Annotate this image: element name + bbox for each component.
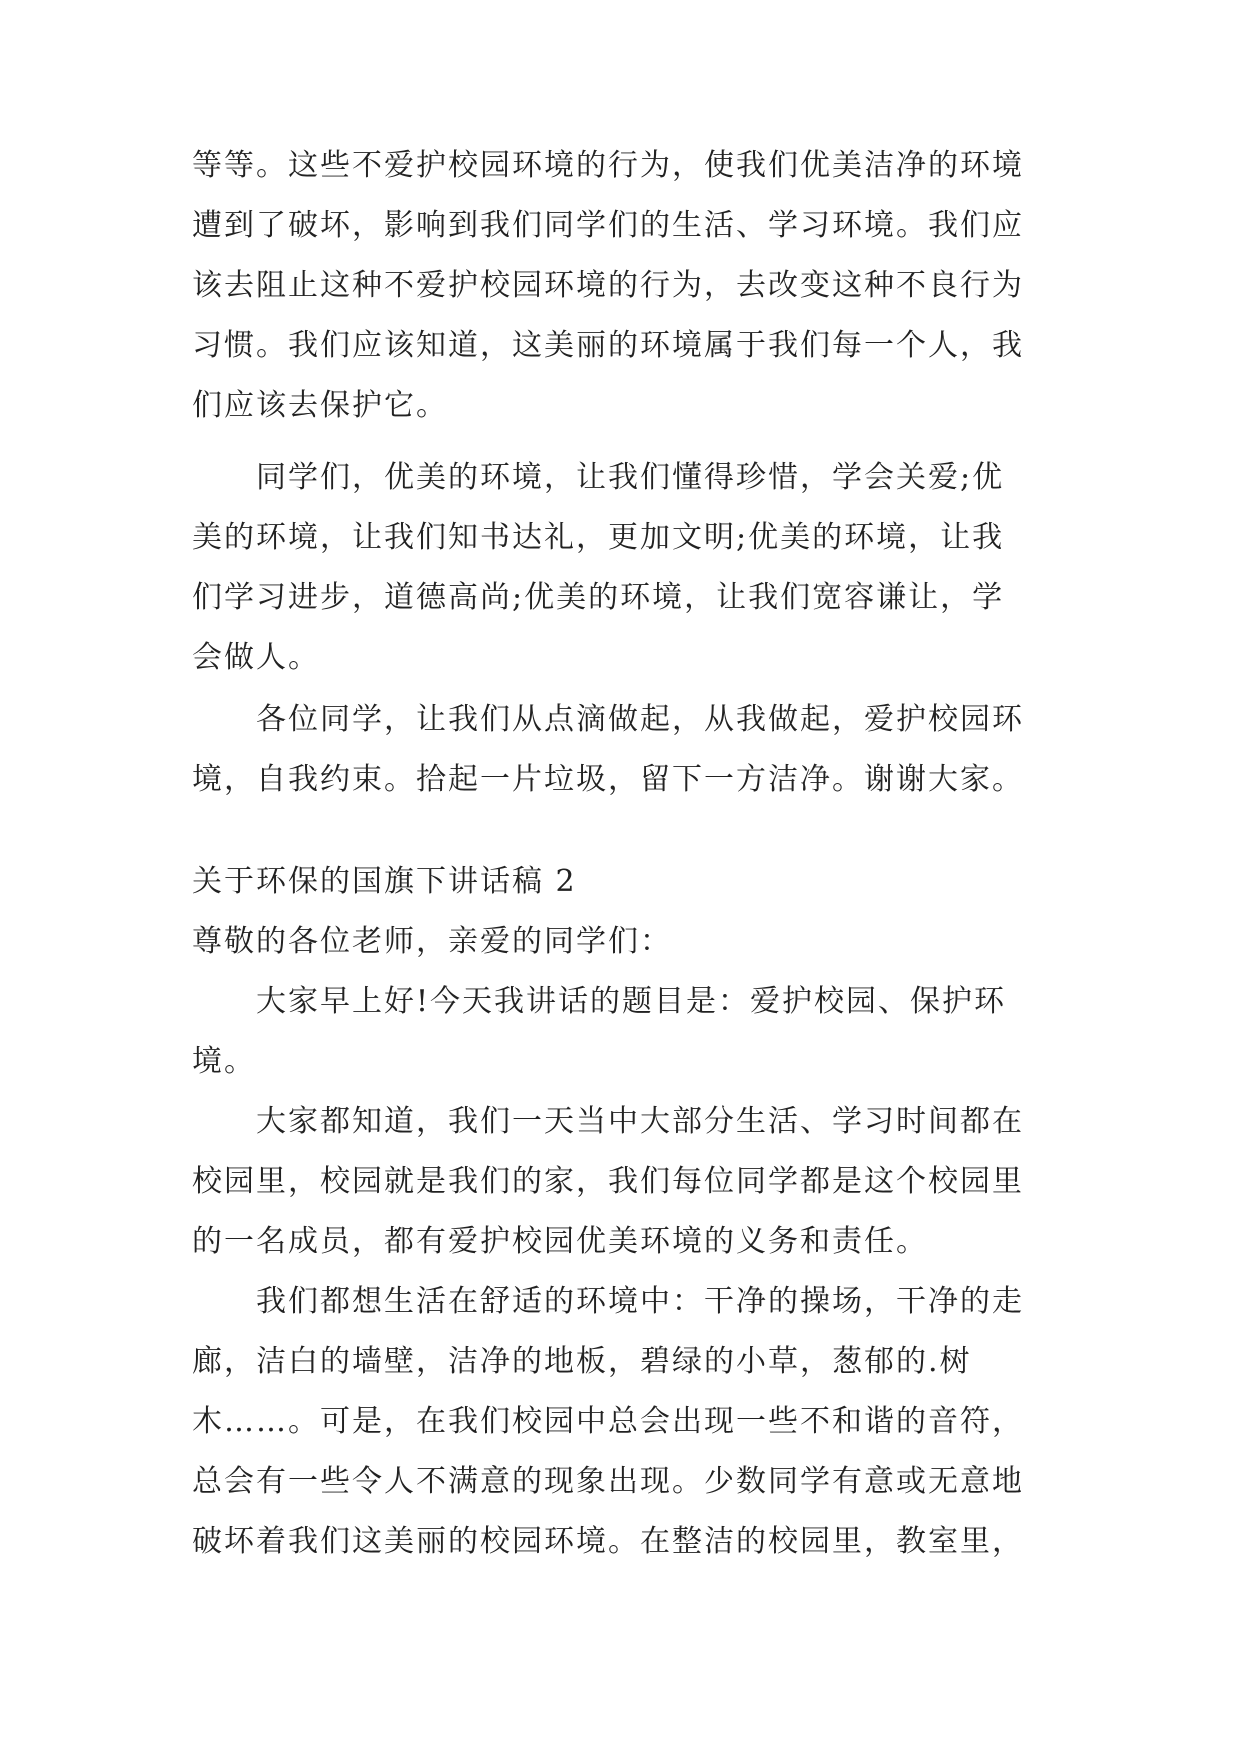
paragraph-6	[192, 1272, 1052, 1572]
text-line: 的一名成员，都有爱护校园优美环境的义务和责任。	[192, 1224, 928, 1259]
text-line: 校园里，校园就是我们的家，我们每位同学都是这个校园里	[192, 1164, 1024, 1199]
text-line: 境。	[192, 1044, 256, 1079]
text-line: 习惯。我们应该知道，这美丽的环境属于我们每一个人，我	[192, 328, 1024, 363]
text-line: 境，自我约束。拾起一片垃圾，留下一方洁净。谢谢大家。	[192, 762, 1024, 797]
paragraph-2	[192, 448, 1052, 688]
text-line: 我们都想生活在舒适的环境中：干净的操场，干净的走	[256, 1284, 1024, 1319]
text-line: 该去阻止这种不爱护校园环境的行为，去改变这种不良行为	[192, 268, 1024, 303]
text-line: 们学习进步，道德高尚;优美的环境，让我们宽容谦让，学	[192, 580, 1005, 615]
text-line: 会做人。	[192, 640, 320, 675]
text-line: 总会有一些令人不满意的现象出现。少数同学有意或无意地	[192, 1464, 1024, 1499]
text-line: 等等。这些不爱护校园环境的行为，使我们优美洁净的环境	[192, 148, 1024, 183]
section-title: 关于环保的国旗下讲话稿 2	[192, 864, 577, 899]
text-line: 们应该去保护它。	[192, 388, 448, 423]
paragraph-5	[192, 1092, 1052, 1272]
text-line: 美的环境，让我们知书达礼，更加文明;优美的环境，让我	[192, 520, 1005, 555]
text-line: 同学们，优美的环境，让我们懂得珍惜，学会关爱;优	[256, 460, 1005, 495]
paragraph-4	[192, 972, 1052, 1092]
text-line: 破坏着我们这美丽的校园环境。在整洁的校园里，教室里，	[192, 1524, 1024, 1559]
text-line: 大家都知道，我们一天当中大部分生活、学习时间都在	[256, 1104, 1024, 1139]
paragraph-3	[192, 690, 1052, 810]
text-line: 廊，洁白的墙壁，洁净的地板，碧绿的小草，葱郁的.树	[192, 1344, 972, 1379]
text-line: 各位同学，让我们从点滴做起，从我做起，爱护校园环	[256, 702, 1024, 737]
text-line: 大家早上好!今天我讲话的题目是：爱护校园、保护环	[256, 984, 1007, 1019]
text-line: 遭到了破坏，影响到我们同学们的生活、学习环境。我们应	[192, 208, 1024, 243]
paragraph-1	[192, 136, 1052, 436]
text-line: 木……。可是，在我们校园中总会出现一些不和谐的音符，	[192, 1404, 1024, 1439]
salutation: 尊敬的各位老师，亲爱的同学们：	[192, 924, 672, 959]
